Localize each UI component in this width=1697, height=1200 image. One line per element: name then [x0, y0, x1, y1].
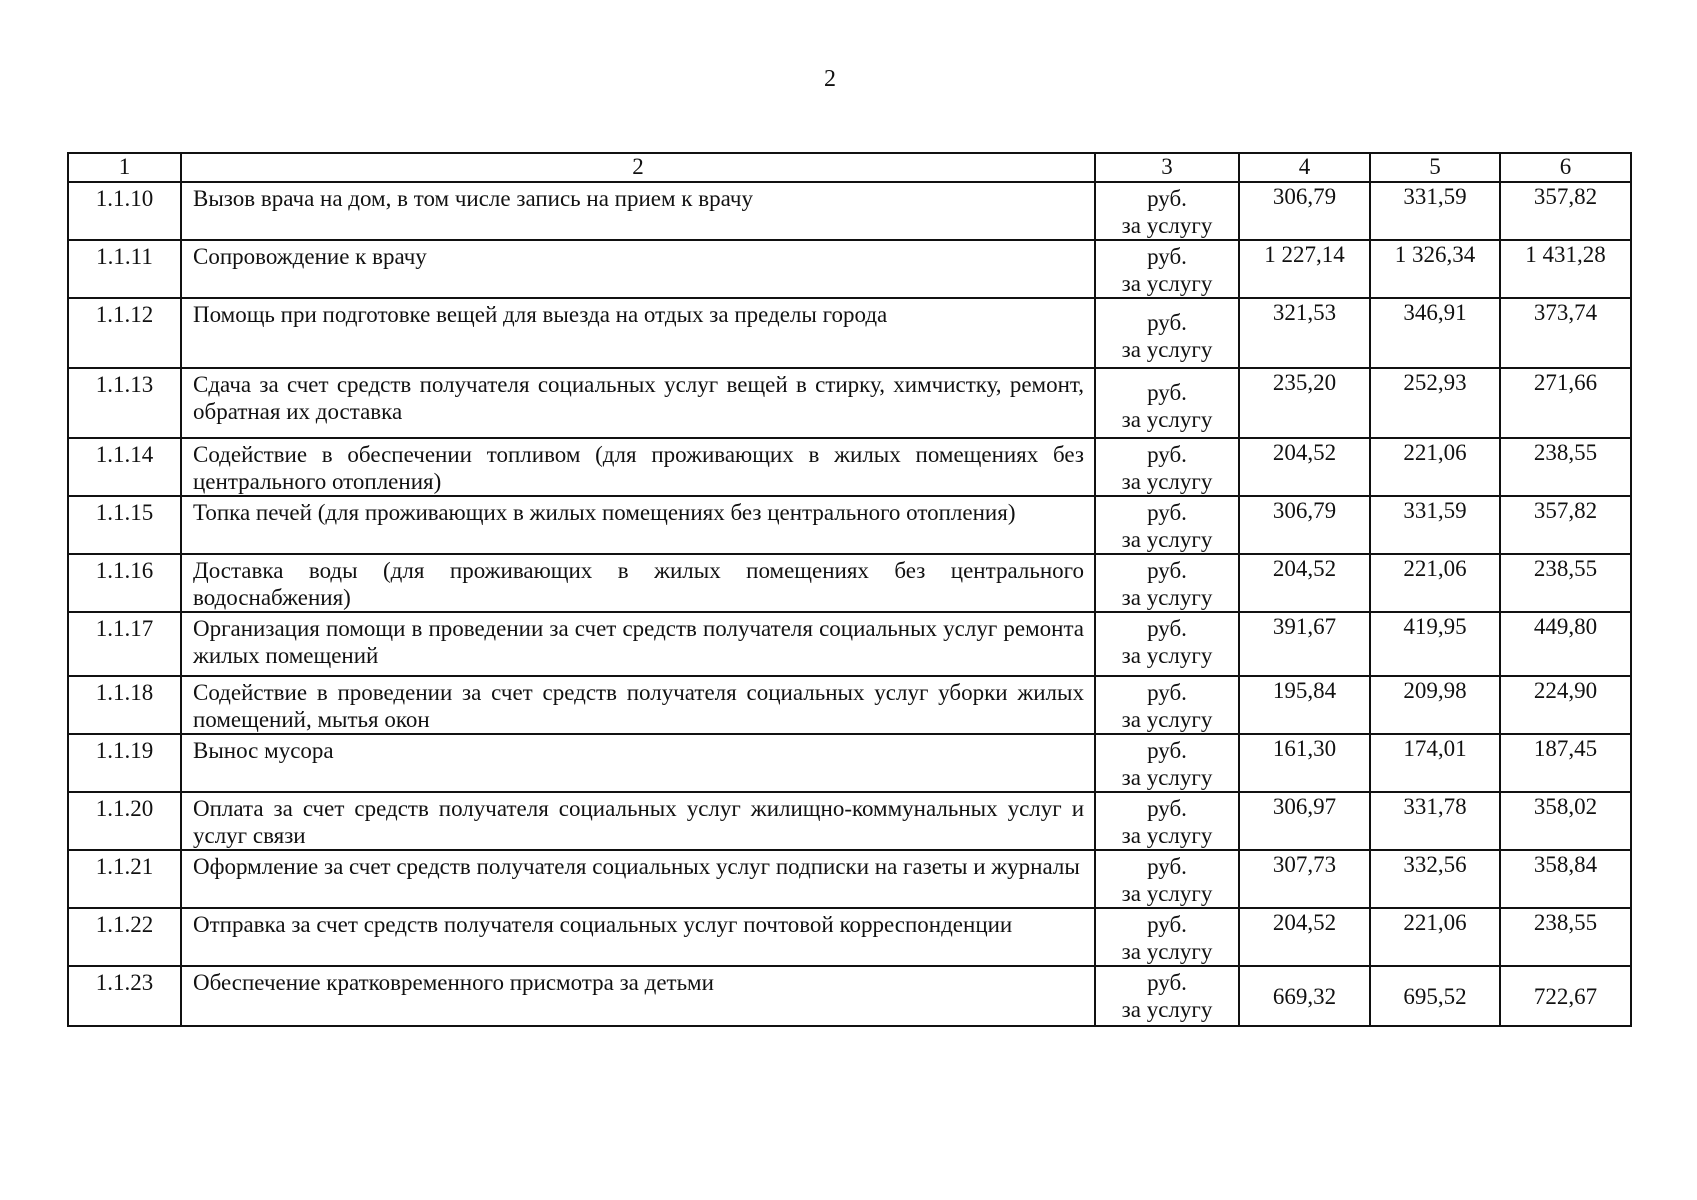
tariff-value-col4: 391,67	[1239, 612, 1370, 676]
tariff-value-col4: 204,52	[1239, 438, 1370, 496]
tariff-value-col4: 204,52	[1239, 908, 1370, 966]
tariff-value-col4: 161,30	[1239, 734, 1370, 792]
tariff-value-col5: 419,95	[1370, 612, 1500, 676]
table-row	[68, 554, 1631, 612]
tariff-value-col4: 321,53	[1239, 298, 1370, 368]
tariff-value-col4: 669,32	[1239, 966, 1370, 1026]
table-row	[68, 298, 1631, 368]
unit-per-service: за услугу	[1121, 765, 1213, 790]
tariff-value-col6: 373,74	[1500, 298, 1631, 368]
tariff-value-col6: 238,55	[1500, 908, 1631, 966]
tariff-value-col6: 358,02	[1500, 792, 1631, 850]
unit-currency: руб.	[1147, 680, 1187, 705]
tariff-value-col5: 695,52	[1370, 966, 1500, 1026]
table-row	[68, 734, 1631, 792]
unit-per-service: за услугу	[1121, 881, 1213, 906]
tariff-value-col6: 224,90	[1500, 676, 1631, 734]
row-number: 1.1.11	[68, 240, 181, 298]
unit-currency: руб.	[1147, 442, 1187, 467]
tariff-value-col6: 238,55	[1500, 554, 1631, 612]
tariff-value-col5: 174,01	[1370, 734, 1500, 792]
table-row	[68, 676, 1631, 734]
row-number: 1.1.21	[68, 850, 181, 908]
unit-currency: руб.	[1147, 310, 1187, 335]
unit-currency: руб.	[1147, 970, 1187, 995]
service-description: Топка печей (для проживающих в жилых помещениях без центрального отопления)	[181, 496, 1095, 554]
unit-per-service: за услугу	[1121, 527, 1213, 552]
column-header-4: 4	[1239, 153, 1370, 182]
unit-currency: руб.	[1147, 738, 1187, 763]
tariff-value-col5: 331,59	[1370, 496, 1500, 554]
tariff-value-col5: 209,98	[1370, 676, 1500, 734]
service-description: Помощь при подготовке вещей для выезда на отдых за пределы города	[181, 298, 1095, 368]
unit-cell	[1095, 676, 1239, 734]
tariff-value-col5: 221,06	[1370, 554, 1500, 612]
row-number: 1.1.12	[68, 298, 181, 368]
tariff-value-col6: 1 431,28	[1500, 240, 1631, 298]
tariff-value-col6: 187,45	[1500, 734, 1631, 792]
unit-cell	[1095, 438, 1239, 496]
table-row	[68, 368, 1631, 438]
tariff-value-col5: 332,56	[1370, 850, 1500, 908]
unit-per-service: за услугу	[1121, 271, 1213, 296]
unit-currency: руб.	[1147, 854, 1187, 879]
tariff-value-col5: 346,91	[1370, 298, 1500, 368]
table-row	[68, 850, 1631, 908]
unit-currency: руб.	[1147, 244, 1187, 269]
tariff-value-col4: 306,79	[1239, 182, 1370, 240]
column-header-6: 6	[1500, 153, 1631, 182]
service-description: Обеспечение кратковременного присмотра за детьми	[181, 966, 1095, 1026]
service-description: Оплата за счет средств получателя социальных услуг жилищно-коммунальных услуг и услуг связи	[181, 792, 1095, 850]
tariff-value-col4: 1 227,14	[1239, 240, 1370, 298]
unit-cell	[1095, 734, 1239, 792]
unit-cell	[1095, 792, 1239, 850]
service-description: Доставка воды (для проживающих в жилых помещениях без центрального водоснабжения)	[181, 554, 1095, 612]
row-number: 1.1.14	[68, 438, 181, 496]
tariff-value-col5: 221,06	[1370, 908, 1500, 966]
service-description: Организация помощи в проведении за счет средств получателя социальных услуг ремонта жилых помещений	[181, 612, 1095, 676]
table-row	[68, 496, 1631, 554]
tariff-value-col6: 722,67	[1500, 966, 1631, 1026]
tariff-value-col5: 252,93	[1370, 368, 1500, 438]
unit-currency: руб.	[1147, 380, 1187, 405]
unit-cell	[1095, 554, 1239, 612]
row-number: 1.1.16	[68, 554, 181, 612]
service-description: Содействие в проведении за счет средств получателя социальных услуг уборки жилых помещений, мытья окон	[181, 676, 1095, 734]
tariff-value-col4: 195,84	[1239, 676, 1370, 734]
unit-currency: руб.	[1147, 500, 1187, 525]
unit-cell	[1095, 298, 1239, 368]
table-row	[68, 966, 1631, 1026]
service-description: Оформление за счет средств получателя социальных услуг подписки на газеты и журналы	[181, 850, 1095, 908]
row-number: 1.1.10	[68, 182, 181, 240]
table-row	[68, 908, 1631, 966]
table-row	[68, 182, 1631, 240]
tariff-value-col5: 221,06	[1370, 438, 1500, 496]
column-header-3: 3	[1095, 153, 1239, 182]
unit-per-service: за услугу	[1121, 585, 1213, 610]
tariff-value-col5: 331,78	[1370, 792, 1500, 850]
unit-per-service: за услугу	[1121, 997, 1213, 1022]
column-header-1: 1	[68, 153, 181, 182]
row-number: 1.1.13	[68, 368, 181, 438]
unit-per-service: за услугу	[1121, 823, 1213, 848]
unit-cell	[1095, 496, 1239, 554]
tariff-value-col6: 449,80	[1500, 612, 1631, 676]
unit-per-service: за услугу	[1121, 407, 1213, 432]
tariff-value-col6: 358,84	[1500, 850, 1631, 908]
tariff-table	[67, 152, 1632, 1027]
unit-currency: руб.	[1147, 186, 1187, 211]
unit-per-service: за услугу	[1121, 469, 1213, 494]
table-row	[68, 792, 1631, 850]
service-description: Сопровождение к врачу	[181, 240, 1095, 298]
tariff-value-col6: 271,66	[1500, 368, 1631, 438]
unit-currency: руб.	[1147, 558, 1187, 583]
unit-per-service: за услугу	[1121, 213, 1213, 238]
tariff-value-col6: 357,82	[1500, 182, 1631, 240]
unit-per-service: за услугу	[1121, 337, 1213, 362]
service-description: Содействие в обеспечении топливом (для проживающих в жилых помещениях без центрального отопления)	[181, 438, 1095, 496]
unit-cell	[1095, 182, 1239, 240]
table-row	[68, 438, 1631, 496]
row-number: 1.1.20	[68, 792, 181, 850]
service-description: Вызов врача на дом, в том числе запись на прием к врачу	[181, 182, 1095, 240]
unit-per-service: за услугу	[1121, 939, 1213, 964]
table-row	[68, 240, 1631, 298]
tariff-value-col4: 235,20	[1239, 368, 1370, 438]
unit-currency: руб.	[1147, 616, 1187, 641]
unit-cell	[1095, 908, 1239, 966]
row-number: 1.1.18	[68, 676, 181, 734]
table-row	[68, 612, 1631, 676]
service-description: Сдача за счет средств получателя социальных услуг вещей в стирку, химчистку, ремонт, обратная их доставка	[181, 368, 1095, 438]
unit-per-service: за услугу	[1121, 643, 1213, 668]
unit-cell	[1095, 368, 1239, 438]
page-number: 2	[824, 66, 836, 92]
unit-cell	[1095, 966, 1239, 1026]
tariff-value-col4: 204,52	[1239, 554, 1370, 612]
row-number: 1.1.19	[68, 734, 181, 792]
tariff-value-col6: 357,82	[1500, 496, 1631, 554]
service-description: Отправка за счет средств получателя социальных услуг почтовой корреспонденции	[181, 908, 1095, 966]
column-header-2: 2	[181, 153, 1095, 182]
column-header-5: 5	[1370, 153, 1500, 182]
tariff-value-col5: 331,59	[1370, 182, 1500, 240]
unit-cell	[1095, 850, 1239, 908]
row-number: 1.1.15	[68, 496, 181, 554]
header-row	[68, 153, 1631, 182]
unit-cell	[1095, 240, 1239, 298]
service-description: Вынос мусора	[181, 734, 1095, 792]
row-number: 1.1.22	[68, 908, 181, 966]
tariff-value-col4: 306,79	[1239, 496, 1370, 554]
row-number: 1.1.23	[68, 966, 181, 1026]
tariff-value-col5: 1 326,34	[1370, 240, 1500, 298]
unit-per-service: за услугу	[1121, 707, 1213, 732]
tariff-value-col4: 307,73	[1239, 850, 1370, 908]
unit-currency: руб.	[1147, 912, 1187, 937]
unit-cell	[1095, 612, 1239, 676]
row-number: 1.1.17	[68, 612, 181, 676]
tariff-value-col6: 238,55	[1500, 438, 1631, 496]
tariff-value-col4: 306,97	[1239, 792, 1370, 850]
unit-currency: руб.	[1147, 796, 1187, 821]
